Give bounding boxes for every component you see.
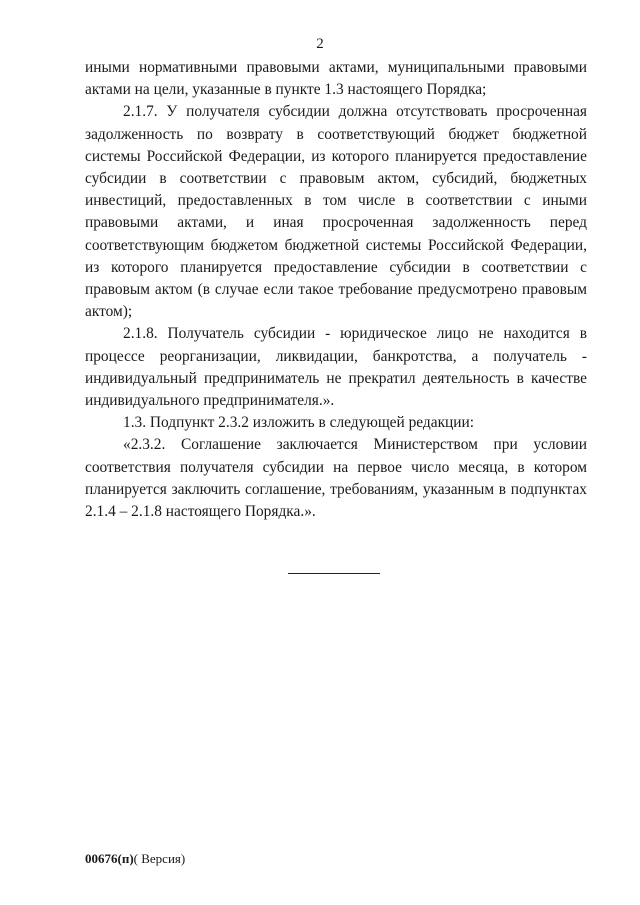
page-number: 2 (316, 36, 324, 52)
paragraph-2-1-7: 2.1.7. У получателя субсидии должна отсутствовать просроченная задолженность по возврату в соответствующий бюджет бюджетной системы Российской Федерации, из которого планируется предоставление субсидии в соответствии с правовым актом, субсидий, бюджетных инвестиций, предоставленных в том числе в соответствии с иными правовыми актами, и иная просроченная задолженность перед соответствующим бюджетом бюджетной системы Российской Федерации, из которого планируется предоставление субсидии в соответствии с правовым актом (в случае если такое требование предусмотрено правовым актом); (85, 103, 587, 321)
closing-divider (288, 573, 380, 574)
footer-code: 00676(п) (85, 851, 134, 866)
paragraph-1-3: 1.3. Подпункт 2.3.2 изложить в следующей редакции: (123, 414, 475, 432)
paragraph-2-1-8: 2.1.8. Получатель субсидии - юридическое лицо не находится в процессе реорганизации, ликвидации, банкротства, а получатель - индивидуальный предприниматель не прекратил деятельность в качестве индивидуального предпринимателя.». (85, 325, 587, 410)
document-body (85, 57, 587, 523)
paragraph-2-3-2: «2.3.2. Соглашение заключается Министерством при условии соответствия получателя субсидии на первое число месяца, в котором планируется заключить соглашение, требованиям, указанным в подпунктах 2.1.4 – 2.1.8 настоящего Порядка.». (85, 436, 587, 521)
footer-version: ( Версия) (133, 851, 186, 866)
paragraph-continuation: иными нормативными правовыми актами, муниципальными правовыми актами на цели, указанные в пункте 1.3 настоящего Порядка; (85, 59, 587, 99)
footer-document-code (85, 851, 185, 867)
